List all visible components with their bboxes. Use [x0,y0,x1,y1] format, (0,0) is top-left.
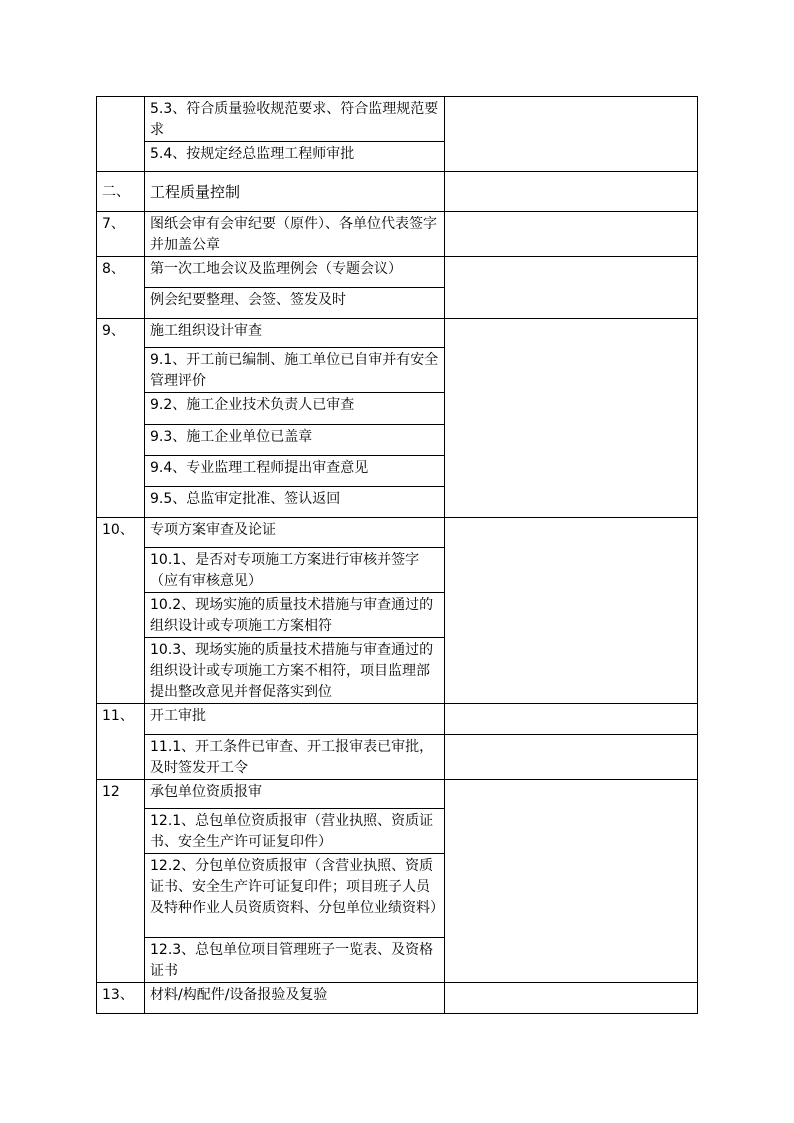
item-9-5: 9.5、总监审定批准、签认返回 [145,487,445,518]
remarks-cell [445,212,698,257]
table-row [97,780,698,809]
row-number: 8、 [97,257,145,319]
item-11-1: 11.1、开工条件已审查、开工报审表已审批，及时签发开工令 [145,735,445,780]
item-12-1: 12.1、总包单位资质报审（营业执照、资质证书、安全生产许可证复印件） [145,809,445,854]
item-12-3: 12.3、总包单位项目管理班子一览表、及资格证书 [145,938,445,983]
item-9-2: 9.2、施工企业技术负责人已审查 [145,393,445,425]
row-number-cell [97,97,145,172]
row-number: 13、 [97,983,145,1014]
item-5-4: 5.4、按规定经总监理工程师审批 [145,142,445,172]
section-title: 工程质量控制 [145,172,445,212]
row-number: 10、 [97,518,145,704]
item-9-4: 9.4、专业监理工程师提出审查意见 [145,456,445,487]
table-row [97,518,698,548]
item-9: 施工组织设计审查 [145,319,445,348]
remarks-cell [445,319,698,518]
item-5-3: 5.3、符合质量验收规范要求、符合监理规范要求 [145,97,445,142]
item-9-3: 9.3、施工企业单位已盖章 [145,425,445,456]
remarks-cell [445,172,698,212]
table-row [97,257,698,288]
remarks-cell [445,735,698,780]
table-row [97,983,698,1014]
item-9-1: 9.1、开工前已编制、施工单位已自审并有安全管理评价 [145,348,445,393]
item-7: 图纸会审有会审纪要（原件）、各单位代表签字并加盖公章 [145,212,445,257]
remarks-cell [445,257,698,319]
item-10-1: 10.1、是否对专项施工方案进行审核并签字（应有审核意见） [145,548,445,593]
row-number: 9、 [97,319,145,518]
item-8-sub: 例会纪要整理、会签、签发及时 [145,288,445,319]
row-number: 11、 [97,704,145,780]
section-header-row [97,172,698,212]
item-8: 第一次工地会议及监理例会（专题会议） [145,257,445,288]
item-12-2: 12.2、分包单位资质报审（含营业执照、资质证书、安全生产许可证复印件；项目班子人员及特种作业人员资质资料、分包单位业绩资料） [145,854,445,938]
item-10-3: 10.3、现场实施的质量技术措施与审查通过的组织设计或专项施工方案不相符，项目监理部提出整改意见并督促落实到位 [145,638,445,704]
table-row [97,735,698,780]
remarks-cell [445,97,698,172]
row-number: 7、 [97,212,145,257]
section-number: 二、 [97,172,145,212]
remarks-cell [445,518,698,704]
item-10-2: 10.2、现场实施的质量技术措施与审查通过的组织设计或专项施工方案相符 [145,593,445,638]
remarks-cell [445,704,698,735]
table-row [97,212,698,257]
inspection-checklist-table [96,96,698,1014]
item-11: 开工审批 [145,704,445,735]
item-12: 承包单位资质报审 [145,780,445,809]
remarks-cell [445,780,698,983]
item-10: 专项方案审查及论证 [145,518,445,548]
row-number: 12 [97,780,145,983]
table-row [97,97,698,142]
item-13: 材料/构配件/设备报验及复验 [145,983,445,1014]
table-row [97,319,698,348]
remarks-cell [445,983,698,1014]
table-row [97,704,698,735]
